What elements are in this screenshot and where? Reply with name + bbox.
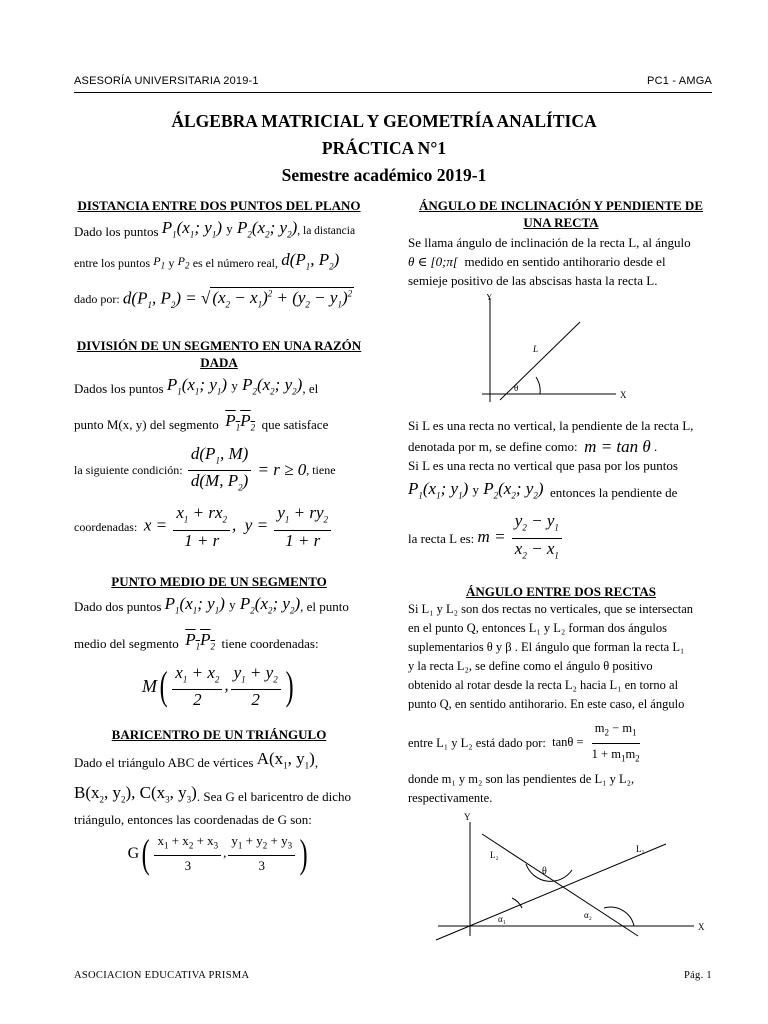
left-column: [74, 197, 364, 876]
angle-line-4: y la recta L₂, se define como el ángulo θ positivo: [408, 659, 653, 674]
angle-line-9: respectivamente.: [408, 791, 493, 806]
distance-line-2: entre los puntos $P_1$ y $P_2$ es el número real, $d(P_1$, $P_2$): [74, 250, 364, 276]
right-column: [408, 197, 714, 942]
header-right: PC1 - AMGA: [647, 75, 712, 87]
formula-dist-name: $d(P_1$, $P_2$): [281, 250, 340, 272]
fig1-theta-label: θ: [514, 383, 519, 393]
midpoint-line-1: Dado dos puntos $P_1(x_1$; $y_1$) y $P_2(x_2$; $y_2$) , el punto: [74, 593, 349, 616]
fig2-x-label: X: [698, 922, 705, 933]
fig2-a1-label: α₁: [498, 914, 506, 925]
fig2-l1-label: L₁: [636, 844, 645, 855]
distance-line-1: Dado los puntos $P_1(x_1$; $y_1$) y $P_2(x_2$; $y_2$) , la distancia: [74, 218, 364, 244]
section-angle-heading: ÁNGULO ENTRE DOS RECTAS: [465, 584, 657, 600]
formula-p1p2: $P_1(x_1$; $y_1$) y $P_2(x_2$; $y_2$): [161, 218, 298, 240]
formula-midpoint: M ( $\frac{x_1 + x_2}{2}$ , $\frac{y_1 + y_2}{2}$ ): [141, 662, 294, 709]
inclination-line-8: la recta L es: m = $\frac{y_2 - y_1}{x_2 - x_1}$: [408, 511, 714, 565]
inclination-figure: [408, 294, 714, 414]
formula-ratio: $\frac{d(P_1, M)}{d(M, P_2)}$ = r ≥ 0: [186, 444, 306, 498]
fig1-theta-arc: [536, 377, 540, 394]
fig2-y-label: Y: [464, 812, 471, 823]
inclination-line-4: Si L es una recta no vertical, la pendiente de la recta L,: [408, 418, 694, 433]
inclination-line-1: Se llama ángulo de inclinación de la recta L, al ángulo: [408, 235, 691, 250]
formula-division: x = $\frac{x_1 + rx_2}{1 + r}$ , y = $\frac{y_1 + ry_2}{1 + r}$: [144, 503, 333, 550]
fig2-theta-label: θ: [542, 866, 547, 878]
formula-angle: tanθ = $\frac{m_2 - m_1}{1 + m_1m_2}$: [552, 718, 645, 768]
section-division-heading: DIVISIÓN DE UN SEGMENTO EN UNA RAZÓN DADA: [76, 337, 362, 370]
formula-slope-points: m = $\frac{y_2 - y_1}{x_2 - x_1}$: [478, 511, 564, 565]
segment-p1p2: $P_1P_2$: [225, 411, 256, 433]
angle-line-5: obtenido al rotar desde la recta L₂ hacia L₁ en torno al: [408, 678, 679, 693]
inclination-line-3: semieje positivo de las abscisas hasta la recta L.: [408, 273, 658, 288]
division-line-2: punto M(x, y) del segmento $P_1P_2$ que satisface: [74, 411, 364, 437]
distance-line-3: dado por: $d(P_1$, $P_2$) = √ $(x_2 - x_1)^2 + (y_2 - y_1)^2$: [74, 285, 364, 315]
footer-left: ASOCIACION EDUCATIVA PRISMA: [74, 970, 250, 981]
section-distance-heading: DISTANCIA ENTRE DOS PUNTOS DEL PLANO: [77, 198, 361, 213]
fig1-x-label: X: [620, 390, 627, 400]
division-line-3: la siguiente condición: $\frac{d(P_1, M)}{d(M, P_2)}$ = r ≥ 0 , tiene: [74, 444, 364, 498]
header-rule: [74, 92, 712, 93]
fig1-y-label: Y: [486, 294, 493, 302]
midpoint-line-2: medio del segmento $P_1P_2$ tiene coordenadas:: [74, 630, 319, 652]
fig2-l2-label: L₂: [490, 850, 499, 861]
angle-line-8: donde m₁ y m₂ son las pendientes de L₁ y L₂,: [408, 772, 635, 787]
section-inclination-heading: ÁNGULO DE INCLINACIÓN Y PENDIENTE DE UNA RECTA: [419, 198, 703, 230]
fig1-l-label: L: [533, 344, 539, 354]
barycenter-line-3: triángulo, entonces las coordenadas de G son:: [74, 811, 312, 827]
inclination-line-5: denotada por m, se define como: m = tan θ .: [408, 437, 658, 456]
angle-line-1: Si L₁ y L₂ son dos rectas no verticales, que se intersectan: [408, 602, 694, 617]
doc-subtitle: PRÁCTICA N°1: [321, 138, 447, 158]
fig2-a2-label: α₂: [584, 910, 592, 921]
division-line-4: coordenadas: x = $\frac{x_1 + rx_2}{1 + r}$ , y = $\frac{y_1 + ry_2}{1 + r}$: [74, 503, 364, 550]
formula-distance: $d(P_1$, $P_2$) = √ $(x_2 - x_1)^2 + (y_2 - y_1)^2$: [122, 288, 353, 310]
angle-line-7: entre L₁ y L₂ está dado por: tanθ = $\frac{m_2 - m_1}{1 + m_1m_2}$: [408, 718, 714, 768]
formula-slope: m = tan θ: [584, 437, 651, 456]
angle-line-3: suplementarios θ y β . El ángulo que forman la recta L₁: [408, 640, 685, 655]
angle-line-6: punto Q, en sentido antihorario. En este caso, el ángulo: [408, 697, 685, 712]
footer-right: Pág. 1: [683, 970, 712, 981]
division-line-1: Dados los puntos $P_1(x_1$; $y_1$) y $P_2(x_2$; $y_2$) , el: [74, 374, 319, 397]
inclination-line-2: θ ∈ [0;π[ medido en sentido antihorario desde el: [408, 254, 666, 269]
doc-title: ÁLGEBRA MATRICIAL Y GEOMETRÍA ANALÍTICA: [171, 111, 597, 131]
inclination-line-6: Si L es una recta no vertical que pasa por los puntos: [408, 458, 678, 473]
angle-line-2: en el punto Q, entonces L₁ y L₂ forman dos ángulos: [408, 621, 668, 636]
inclination-line-7: $P_1(x_1$; $y_1$) y $P_2(x_2$; $y_2$) entonces la pendiente de: [408, 479, 678, 501]
header-left: ASESORÍA UNIVERSITARIA 2019-1: [74, 75, 259, 87]
formula-barycenter: G ( $\frac{x_1 + x_2 + x_3}{3}$ , $\frac{y_1 + y_2 + y_3}{3}$ ): [127, 830, 308, 876]
section-barycenter-heading: BARICENTRO DE UN TRIÁNGULO: [111, 726, 327, 742]
barycenter-line-2: $B(x_2$, $y_2$), $C(x_3$, $y_3$) . Sea G el baricentro de dicho: [74, 783, 351, 805]
angle-figure: [408, 812, 714, 942]
doc-semester: Semestre académico 2019-1: [281, 165, 487, 185]
section-midpoint-heading: PUNTO MEDIO DE UN SEGMENTO: [111, 573, 327, 589]
fig2-theta-arc: [526, 864, 572, 881]
barycenter-line-1: Dado el triángulo ABC de vértices $A(x_1$, $y_1$) ,: [74, 748, 319, 771]
